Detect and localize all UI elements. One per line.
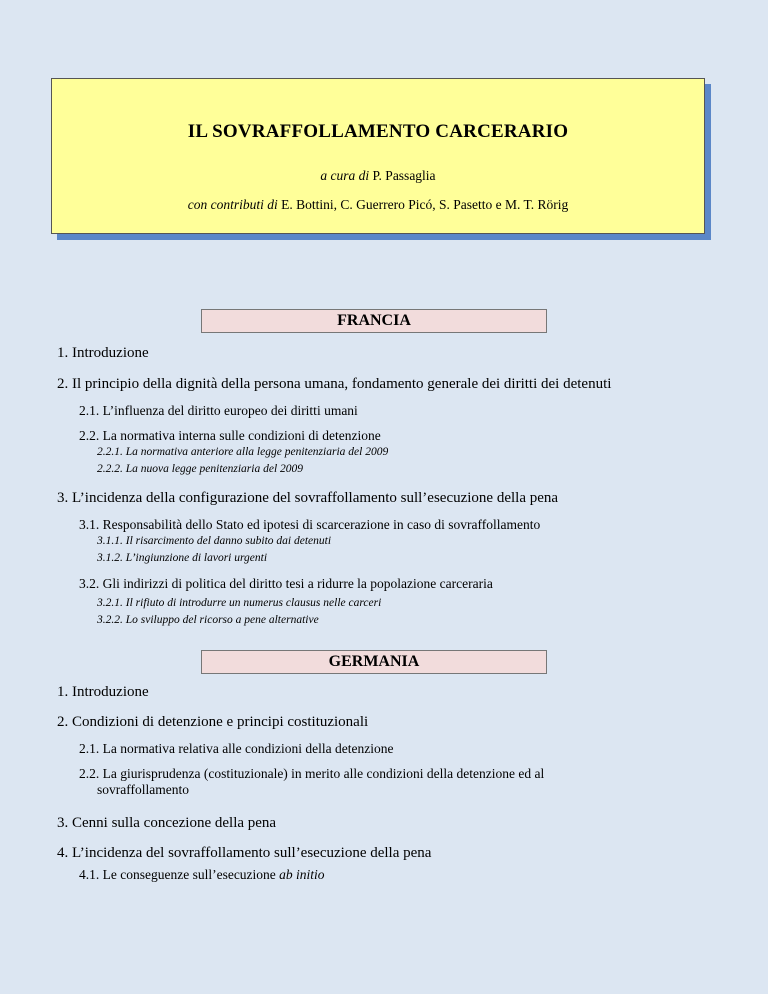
- toc-item[interactable]: 3. L’incidenza della configurazione del sovraffollamento sull’esecuzione della pena: [57, 490, 559, 506]
- toc-item[interactable]: 2.2. La giurisprudenza (costituzionale) in merito alle condizioni della detenzione ed al: [79, 766, 545, 781]
- toc-item-continuation[interactable]: sovraffollamento: [97, 782, 189, 797]
- toc-item-text: 4.1. Le conseguenze sull’esecuzione: [79, 867, 276, 882]
- section-heading-germania: GERMANIA: [201, 650, 547, 674]
- toc-item[interactable]: 4. L’incidenza del sovraffollamento sull’esecuzione della pena: [57, 845, 432, 861]
- contributors-line: [52, 197, 704, 213]
- toc-item[interactable]: 2.2.1. La normativa anteriore alla legge penitenziaria del 2009: [97, 446, 389, 458]
- section-heading-francia: FRANCIA: [201, 309, 547, 333]
- contributors-prefix: con contributi di: [187, 197, 278, 212]
- toc-item[interactable]: 1. Introduzione: [57, 345, 149, 361]
- toc-item[interactable]: 2. Condizioni di detenzione e principi costituzionali: [57, 714, 369, 730]
- toc-item-italic: ab initio: [279, 867, 325, 882]
- toc-item[interactable]: 3.1.2. L’ingiunzione di lavori urgenti: [97, 552, 268, 564]
- curator-name: P. Passaglia: [372, 168, 436, 183]
- toc-item[interactable]: 1. Introduzione: [57, 684, 149, 700]
- toc-item[interactable]: 3.1. Responsabilità dello Stato ed ipotesi di scarcerazione in caso di sovraffollamento: [79, 517, 541, 532]
- toc-item[interactable]: 2. Il principio della dignità della persona umana, fondamento generale dei diritti dei detenuti: [57, 376, 612, 392]
- toc-item[interactable]: 3.2. Gli indirizzi di politica del diritto tesi a ridurre la popolazione carceraria: [79, 576, 493, 591]
- document-title: IL SOVRAFFOLLAMENTO CARCERARIO: [187, 121, 569, 142]
- toc-item[interactable]: 2.2.2. La nuova legge penitenziaria del 2009: [97, 463, 304, 475]
- toc-item[interactable]: 2.1. L’influenza del diritto europeo dei diritti umani: [79, 403, 358, 418]
- title-box: [51, 78, 705, 234]
- toc-item[interactable]: 3.1.1. Il risarcimento del danno subito dai detenuti: [97, 535, 332, 547]
- curator-prefix: a cura di: [320, 168, 370, 183]
- toc-item[interactable]: 3.2.1. Il rifiuto di introdurre un numerus clausus nelle carceri: [97, 597, 382, 609]
- curator-line: [52, 168, 704, 184]
- toc-item[interactable]: [79, 866, 325, 883]
- toc-item[interactable]: 3.2.2. Lo sviluppo del ricorso a pene alternative: [97, 614, 319, 626]
- contributors-names: E. Bottini, C. Guerrero Picó, S. Pasetto e M. T. Rörig: [281, 197, 569, 212]
- toc-item[interactable]: 3. Cenni sulla concezione della pena: [57, 815, 277, 831]
- toc-item[interactable]: 2.1. La normativa relativa alle condizioni della detenzione: [79, 741, 394, 756]
- toc-item[interactable]: 2.2. La normativa interna sulle condizioni di detenzione: [79, 428, 381, 443]
